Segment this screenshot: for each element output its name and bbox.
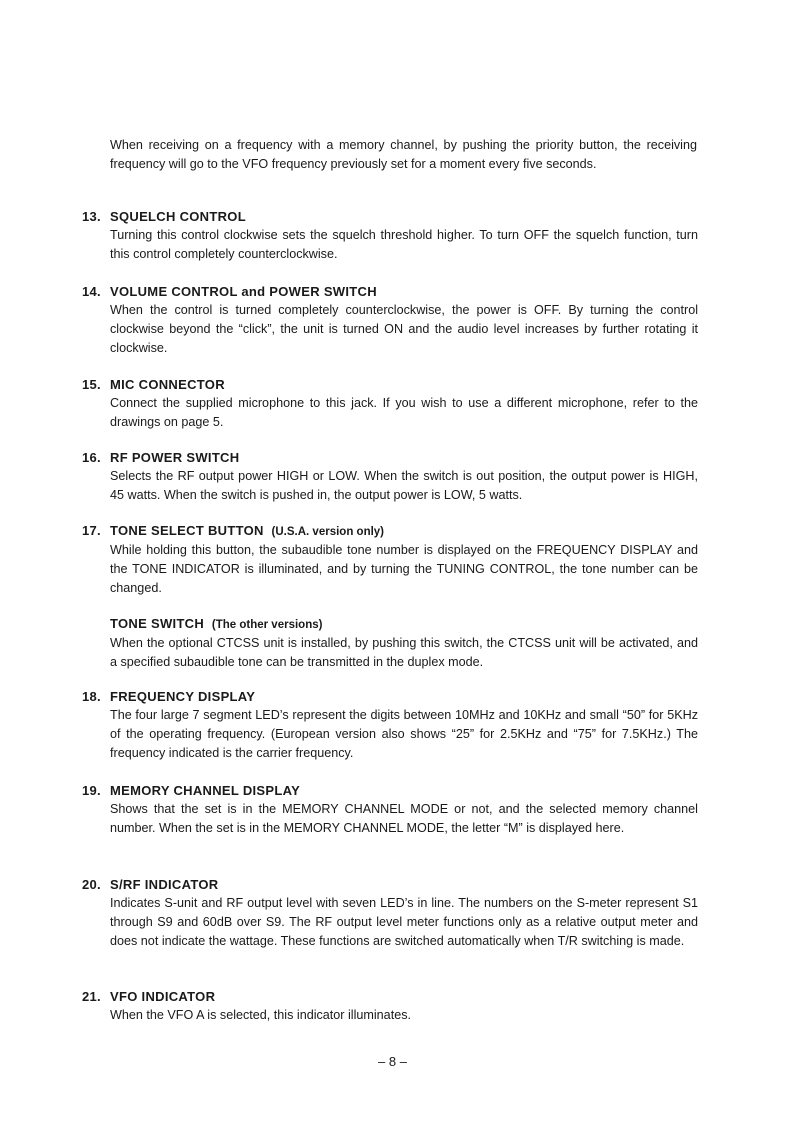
section-mic-connector (82, 376, 698, 432)
section-number: 13. (82, 209, 101, 224)
section-number: 17. (82, 523, 101, 538)
section-body: When the control is turned completely counterclockwise, the power is OFF. By turning the control clockwise beyond the “click”, the unit is turned ON and the audio level increases by further rotating it clockwise. (110, 303, 698, 355)
subsection-title: TONE SWITCH (110, 616, 205, 631)
subsection-heading (110, 615, 698, 634)
section-number: 19. (82, 783, 101, 798)
section-title: VFO INDICATOR (110, 989, 216, 1004)
section-heading (82, 988, 698, 1006)
section-body: Selects the RF output power HIGH or LOW. When the switch is out position, the output power is HIGH, 45 watts. When the switch is pushed in, the output power is LOW, 5 watts. (110, 469, 698, 502)
section-vfo-indicator (82, 988, 698, 1025)
section-heading (82, 688, 698, 706)
section-title: SQUELCH CONTROL (110, 209, 246, 224)
section-number: 14. (82, 284, 101, 299)
page-number: – 8 – (378, 1054, 407, 1069)
section-body: When the VFO A is selected, this indicator illuminates. (110, 1008, 411, 1022)
section-s-rf-indicator (82, 876, 698, 951)
section-heading (82, 782, 698, 800)
section-title: TONE SELECT BUTTON (110, 523, 264, 538)
section-memory-channel-display (82, 782, 698, 838)
section-heading (82, 522, 698, 541)
subsection-body: When the optional CTCSS unit is installed, by pushing this switch, the CTCSS unit will be activated, and a specified subaudible tone can be transmitted in the duplex mode. (110, 636, 698, 669)
section-squelch-control (82, 208, 698, 264)
section-title: VOLUME CONTROL and POWER SWITCH (110, 284, 377, 299)
section-heading (82, 283, 698, 301)
section-body: While holding this button, the subaudible tone number is displayed on the FREQUENCY DISPLAY and the TONE INDICATOR is illuminated, and by turning the TUNING CONTROL, the tone number can be changed. (110, 543, 698, 595)
section-heading (82, 208, 698, 226)
section-volume-control (82, 283, 698, 358)
section-body: Indicates S-unit and RF output level with seven LED’s in line. The numbers on the S-meter represent S1 through S9 and 60dB over S9. The RF output level meter functions only as a relative output meter and does not indicate the wattage. These functions are switched automatically when T/R switching is made. (110, 896, 698, 948)
section-number: 16. (82, 450, 101, 465)
section-title: MIC CONNECTOR (110, 377, 225, 392)
section-body: Turning this control clockwise sets the squelch threshold higher. To turn OFF the squelch function, turn this control completely counterclockwise. (110, 228, 698, 261)
section-title: RF POWER SWITCH (110, 450, 240, 465)
section-body: The four large 7 segment LED’s represent the digits between 10MHz and 10KHz and small “50” for 5KHz of the operating frequency. (European version also shows “25” for 2.5KHz and “75” for 7.5KHz.) The frequency indicated is the carrier frequency. (110, 708, 698, 760)
section-heading (82, 876, 698, 894)
section-frequency-display (82, 688, 698, 763)
section-title-note: (U.S.A. version only) (271, 526, 385, 538)
section-number: 18. (82, 689, 101, 704)
section-heading (82, 376, 698, 394)
section-title: S/RF INDICATOR (110, 877, 219, 892)
section-rf-power-switch (82, 449, 698, 505)
section-number: 21. (82, 989, 101, 1004)
section-body: Connect the supplied microphone to this jack. If you wish to use a different microphone, refer to the drawings on page 5. (110, 396, 698, 429)
section-number: 20. (82, 877, 101, 892)
section-title: FREQUENCY DISPLAY (110, 689, 256, 704)
section-title: MEMORY CHANNEL DISPLAY (110, 783, 301, 798)
subsection-title-note: (The other versions) (211, 619, 323, 631)
section-heading (82, 449, 698, 467)
section-body: Shows that the set is in the MEMORY CHANNEL MODE or not, and the selected memory channel number. When the set is in the MEMORY CHANNEL MODE, the letter “M” is displayed here. (110, 802, 698, 835)
section-tone-select-button (82, 522, 698, 672)
intro-paragraph: When receiving on a frequency with a memory channel, by pushing the priority button, the receiving frequency will go to the VFO frequency previously set for a moment every five seconds. (110, 138, 697, 171)
section-number: 15. (82, 377, 101, 392)
